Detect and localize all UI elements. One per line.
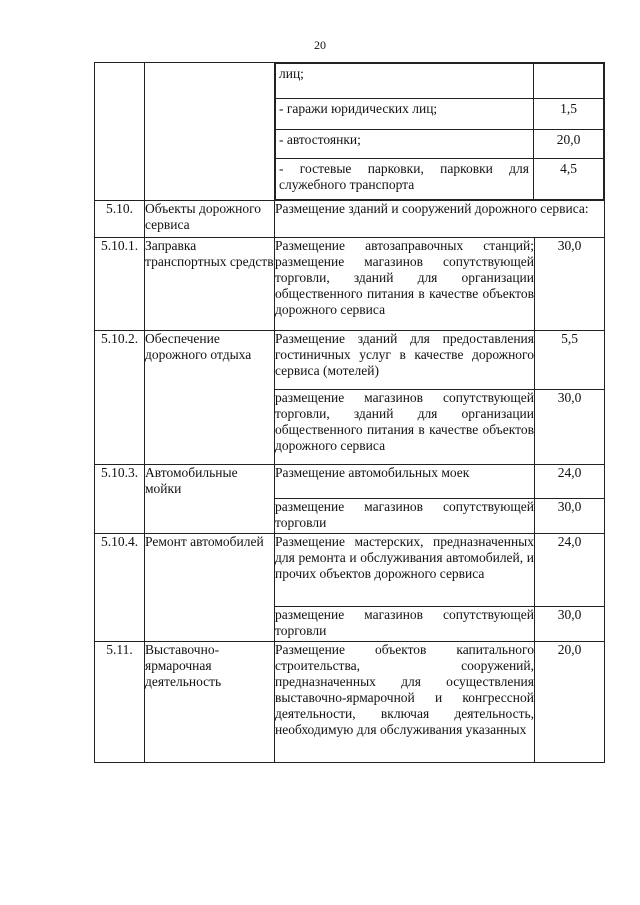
continuation-text: лиц; [276,64,534,99]
page-number: 20 [314,38,326,52]
continuation-text: - гаражи юридических лиц; [276,99,534,130]
continuation-value: 1,5 [534,99,604,130]
table-row [95,534,605,607]
table-row [95,465,605,499]
row-name: Ремонт автомобилей [145,534,275,642]
row-code: 5.10.4. [95,534,145,642]
row-description: размещение магазинов сопутствующей торговли [275,499,535,534]
table-row [95,238,605,331]
row-name: Заправка транспортных средств [145,238,275,331]
list-item [276,64,604,99]
row-value: 30,0 [535,499,605,534]
continuation-text: - автостоянки; [276,130,534,159]
continuation-value: 20,0 [534,130,604,159]
continuation-text: - гостевые парковки, парковки для служебного транспорта [276,159,534,200]
row-name: Объекты дорожного сервиса [145,201,275,238]
row-code: 5.10. [95,201,145,238]
row-code: 5.10.3. [95,465,145,534]
list-item [276,159,604,200]
code-cell-empty [95,63,145,201]
row-value: 24,0 [535,465,605,499]
row-description: Размещение зданий для предоставления гостиничных услуг в качестве дорожного сервиса (мотелей) [275,331,535,390]
row-description: Размещение мастерских, предназначенных для ремонта и обслуживания автомобилей, и прочих объектов дорожного сервиса [275,534,535,607]
continuation-value: 4,5 [534,159,604,200]
table-row-continuation [95,63,605,201]
row-description: Размещение зданий и сооружений дорожного сервиса: [275,201,605,238]
table-row [95,642,605,763]
continuation-cell [275,63,605,201]
row-description: Размещение автомобильных моек [275,465,535,499]
name-cell-empty [145,63,275,201]
row-value: 30,0 [535,607,605,642]
table-row [95,201,605,238]
row-description: размещение магазинов сопутствующей торговли [275,607,535,642]
row-value: 5,5 [535,331,605,390]
row-description: Размещение автозаправочных станций; размещение магазинов сопутствующей торговли, зданий для организации общественного питания в качестве объектов дорожного сервиса [275,238,535,331]
row-value: 30,0 [535,238,605,331]
continuation-value [534,64,604,99]
row-name: Выставочно-ярмарочная деятельность [145,642,275,763]
row-code: 5.11. [95,642,145,763]
row-value: 30,0 [535,390,605,465]
row-value: 24,0 [535,534,605,607]
row-value: 20,0 [535,642,605,763]
row-name: Обеспечение дорожного отдыха [145,331,275,465]
list-item [276,130,604,159]
continuation-list [275,63,604,200]
row-code: 5.10.1. [95,238,145,331]
table-row [95,331,605,390]
row-code: 5.10.2. [95,331,145,465]
land-use-table [94,62,605,763]
row-name: Автомобильные мойки [145,465,275,534]
row-description: Размещение объектов капитального строительства, сооружений, предназначенных для осуществления выставочно-ярмарочной и конгрессной деятельности, включая деятельность, необходимую для обслуживания указанных [275,642,535,763]
row-description: размещение магазинов сопутствующей торговли, зданий для организации общественного питания в качестве объектов дорожного сервиса [275,390,535,465]
list-item [276,99,604,130]
